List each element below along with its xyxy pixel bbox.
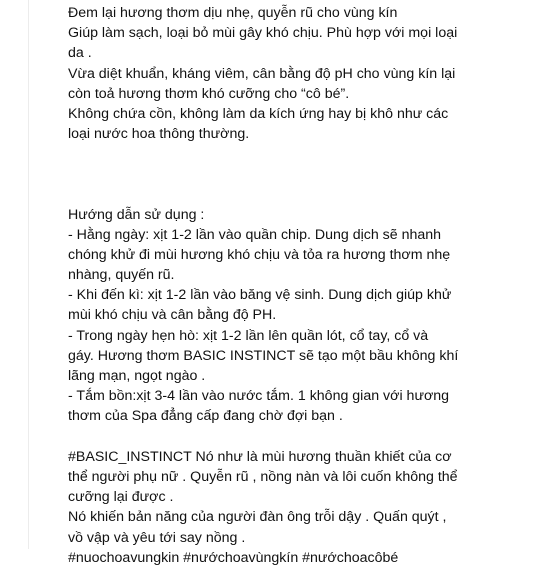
intro-line: da . xyxy=(68,45,92,62)
usage-section xyxy=(68,205,538,427)
usage-line: - Trong ngày hẹn hò: xịt 1-2 lần lên quần lót, cổ tay, cổ và xyxy=(68,327,429,344)
closing-section xyxy=(68,447,538,568)
closing-line: #BASIC_INSTINCT Nó như là mùi hương thuần khiết của cơ xyxy=(68,448,452,465)
section-spacer xyxy=(68,427,538,447)
hashtags-line: #nuochoavungkin #nướchoavùngkín #nướchoacôbé xyxy=(68,549,399,566)
closing-line: cưỡng lại được . xyxy=(68,489,174,506)
usage-line: - Hằng ngày: xịt 1-2 lần vào quần chip. Dung dịch sẽ nhanh xyxy=(68,226,442,243)
closing-line: thể người phụ nữ . Quyễn rũ , nồng nàn và lôi cuốn không thể xyxy=(68,468,458,485)
intro-line: còn toả hương thơm khó cưỡng cho “cô bé”. xyxy=(68,85,350,102)
closing-line: vồ vập và yêu tới say nồng . xyxy=(68,529,246,546)
closing-line: Nó khiến bản năng của người đàn ông trỗi dậy . Quấn quýt , xyxy=(68,509,447,526)
intro-line: loại nước hoa thông thường. xyxy=(68,126,250,143)
intro-line: Không chứa cồn, không làm da kích ứng hay bị khô như các xyxy=(68,105,449,122)
intro-line: Giúp làm sạch, loại bỏ mùi gây khó chịu. Phù hợp với mọi loại xyxy=(68,25,458,42)
usage-line: nhàng, quyến rũ. xyxy=(68,267,175,284)
usage-heading: Hướng dẫn sử dụng : xyxy=(68,206,205,223)
usage-line: lãng mạn, ngọt ngào . xyxy=(68,368,206,384)
page-left-border xyxy=(28,0,29,549)
intro-line: Vừa diệt khuẩn, kháng viêm, cân bằng độ pH cho vùng kín lại xyxy=(68,65,456,82)
intro-line: Đem lại hương thơm dịu nhẹ, quyễn rũ cho vùng kín xyxy=(68,5,398,21)
product-description xyxy=(68,3,538,568)
usage-line: gáy. Hương thơm BASIC INSTINCT sẽ tạo một bầu không khí xyxy=(68,347,459,364)
section-spacer xyxy=(68,184,538,204)
usage-line: mùi khó chịu và cân bằng độ PH. xyxy=(68,307,277,324)
usage-line: - Tắm bồn:xịt 3-4 lần vào nước tắm. 1 không gian với hương xyxy=(68,388,450,405)
usage-line: - Khi đến kì: xịt 1-2 lần vào băng vệ sinh. Dung dịch giúp khử xyxy=(68,287,452,304)
usage-line: thơm của Spa đẳng cấp đang chờ đợi bạn . xyxy=(68,408,343,425)
usage-line: chóng khử đi mùi hương khó chịu và tỏa ra hương thơm nhẹ xyxy=(68,246,451,263)
section-spacer xyxy=(68,144,538,184)
intro-section xyxy=(68,3,538,144)
